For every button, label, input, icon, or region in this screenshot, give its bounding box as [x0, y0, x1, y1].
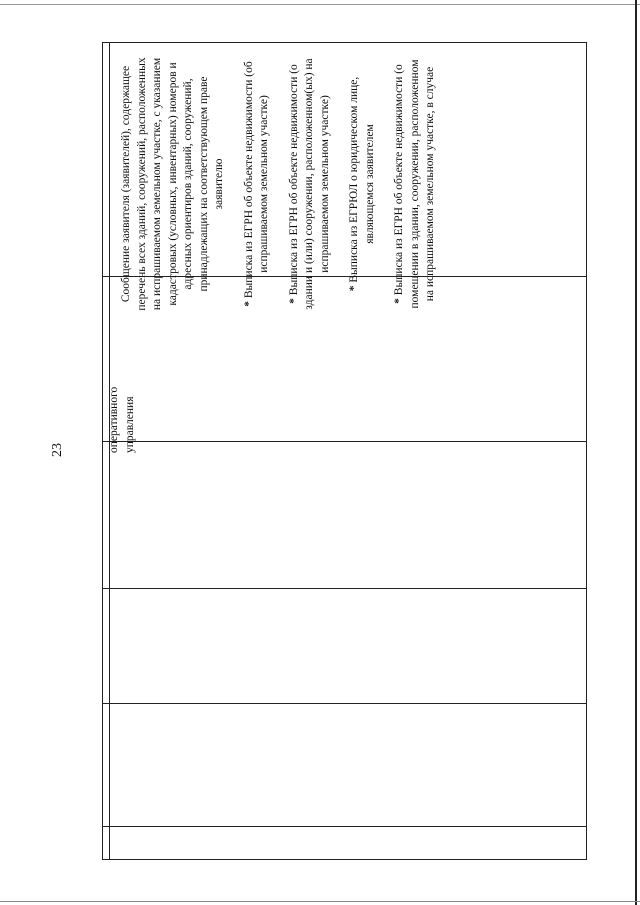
cell-documents [113, 53, 583, 315]
document-item [242, 57, 273, 311]
table-rule [103, 703, 586, 704]
table-rule [103, 588, 586, 589]
scan-edge-top [0, 4, 640, 5]
document-marker: * [287, 295, 300, 304]
document-marker: * [393, 295, 405, 304]
table-rule [103, 441, 586, 442]
document-item [347, 57, 378, 311]
document-item [287, 57, 334, 311]
document-item [119, 57, 228, 311]
table-rule [103, 826, 586, 827]
document-text: Выписка из ЕГРЮЛ о юридическом лице, являющемся заявителем [348, 76, 376, 283]
document-table [102, 42, 587, 860]
scan-edge-bottom [0, 901, 640, 902]
scan-edge-right [635, 0, 637, 905]
document-text: Выписка из ЕГРН об объекте недвижимости (о помещении в здании, сооружении, расположенном на испрашиваемом земельном участке, в случае [393, 59, 436, 309]
document-text: Выписка из ЕГРН об объекте недвижимости (о здании и (или) сооружении, расположенном(ых) на испрашиваемом земельном участке) [287, 58, 331, 310]
page-number: 23 [50, 443, 65, 457]
cell-management [105, 363, 165, 483]
document-marker: * [242, 298, 255, 307]
document-item [392, 57, 439, 311]
cell-management-text: оперативного управления [108, 386, 136, 453]
document-text: Выписка из ЕГРН об объекте недвижимости (об испрашиваемом земельном участке) [242, 61, 270, 299]
document-marker: * [348, 282, 360, 292]
document-text: Сообщение заявителя (заявителей), содержащее перечень всех зданий, сооружений, расположенных на испрашиваемом земельном участке, с указанием кадастровых (условных, инвентарных) номеров и адресных ориентиров зданий, сооружений, принадлежащих на соответствующем праве заявителю [120, 57, 225, 311]
